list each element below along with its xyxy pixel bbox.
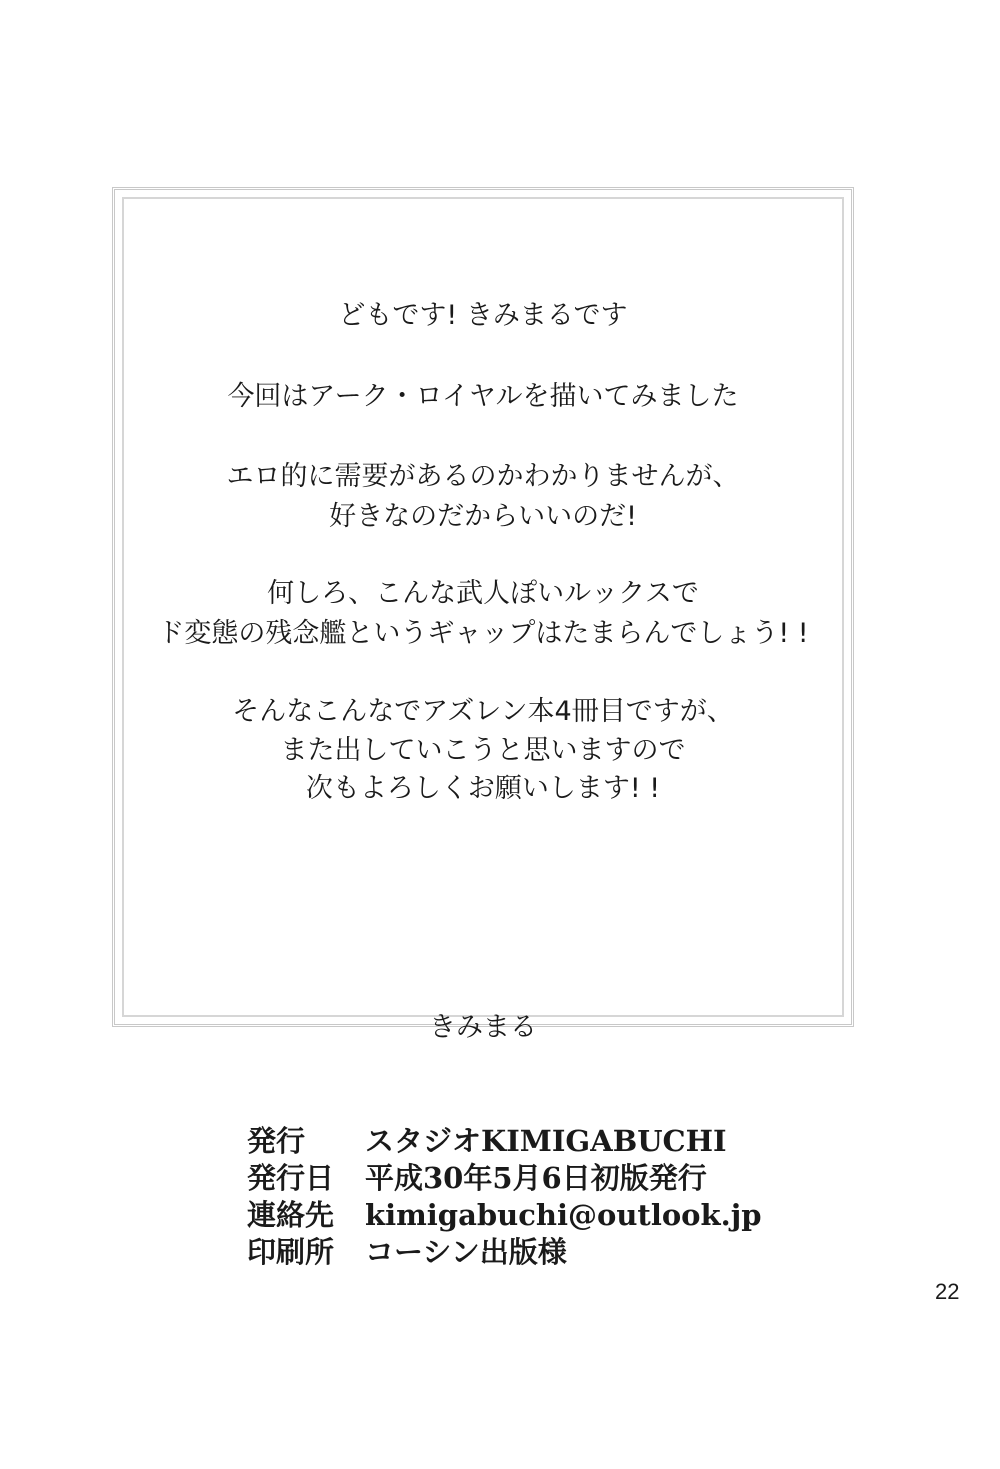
colophon-value: kimigabuchi@outlook.jp xyxy=(365,1198,762,1232)
colophon-key: 印刷所 xyxy=(247,1235,335,1269)
message-line: どもです! きみまるです xyxy=(338,300,628,331)
message-line: そんなこんなでアズレン本4冊目ですが、 xyxy=(232,696,734,727)
message-line: ド変態の残念艦というギャップはたまらんでしょう! ! xyxy=(157,618,809,649)
colophon-row-publisher xyxy=(247,1123,761,1160)
message-line: 今回はアーク・ロイヤルを描いてみました xyxy=(227,381,739,412)
message-line: 好きなのだからいいのだ! xyxy=(329,501,637,532)
colophon-key: 連絡先 xyxy=(247,1198,335,1232)
colophon-key: 発行日 xyxy=(247,1161,335,1195)
colophon xyxy=(247,1123,761,1271)
message-line: 何しろ、こんな武人ぽいルックスで xyxy=(267,578,699,609)
colophon-key: 発行 xyxy=(247,1124,306,1158)
message-line: エロ的に需要があるのかわかりませんが、 xyxy=(226,461,740,492)
colophon-row-printer xyxy=(247,1234,761,1271)
colophon-row-contact xyxy=(247,1197,761,1234)
colophon-value: スタジオKIMIGABUCHI xyxy=(365,1124,727,1158)
colophon-value: 平成30年5月6日初版発行 xyxy=(365,1161,707,1195)
message-line: 次もよろしくお願いします! ! xyxy=(305,773,661,804)
colophon-row-date xyxy=(247,1160,761,1197)
colophon-value: コーシン出版様 xyxy=(365,1235,567,1269)
author-signature: きみまる xyxy=(429,1012,537,1043)
page-number: 22 xyxy=(935,1279,960,1304)
message-line: また出していこうと思いますので xyxy=(280,735,686,766)
